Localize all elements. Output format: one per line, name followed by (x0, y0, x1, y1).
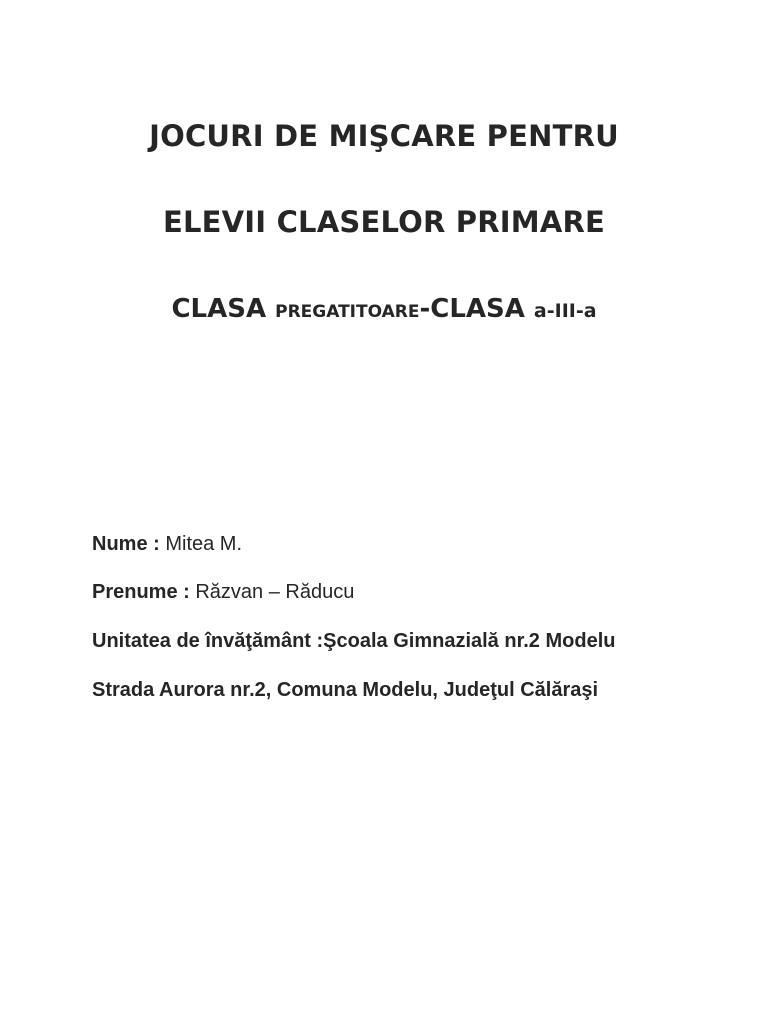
author-prenume-line (92, 581, 354, 604)
prenume-value: Răzvan – Răducu (195, 581, 355, 603)
prenume-label: Prenume : (92, 581, 196, 603)
subtitle-clasa-1: CLASA (171, 294, 276, 324)
subtitle (0, 294, 768, 324)
name-label: Nume : (92, 533, 166, 555)
name-value: Mitea M. (165, 533, 243, 555)
subtitle-pregatitoare: PREGATITOARE (275, 302, 420, 322)
subtitle-a-iii-a: a-III-a (533, 300, 597, 322)
subtitle-clasa-2: -CLASA (419, 294, 534, 324)
title-line-2: ELEVII CLASELOR PRIMARE (162, 205, 606, 239)
author-name-line (92, 533, 242, 556)
school-unit-line: Unitatea de învăţământ :Şcoala Gimnazială nr.2 Modelu (92, 630, 616, 652)
school-address-line: Strada Aurora nr.2, Comuna Modelu, Judeţul Călăraşi (92, 679, 599, 701)
title-line-1: JOCURI DE MIŞCARE PENTRU (149, 119, 619, 153)
